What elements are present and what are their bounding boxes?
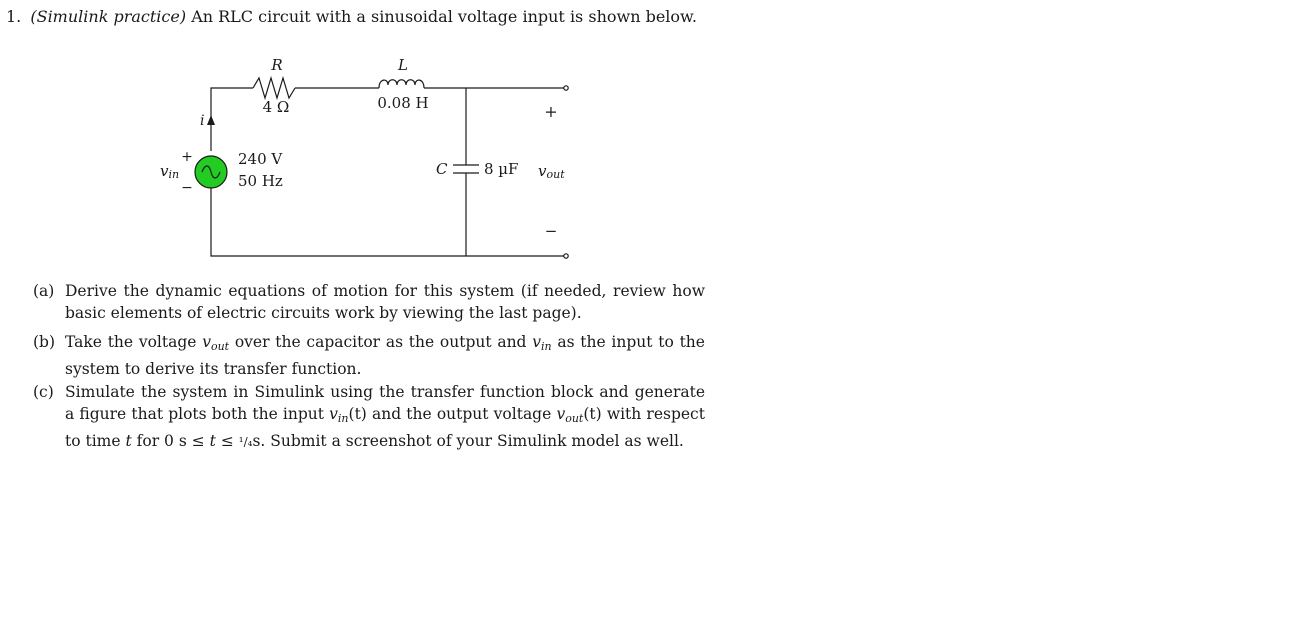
inductor-value: 0.08 H: [377, 94, 429, 112]
inductor-symbol: [379, 80, 424, 88]
wire-top-left: [211, 88, 253, 151]
vin-label: vin: [160, 162, 180, 181]
current-label: i: [200, 113, 205, 129]
output-terminal-bottom: [564, 254, 568, 258]
part-a-label: (a): [33, 282, 55, 300]
output-plus: +: [544, 102, 558, 121]
current-arrow-icon: [207, 115, 215, 125]
capacitor-value: 8 µF: [484, 160, 519, 178]
source-minus: −: [181, 180, 193, 196]
part-c: [33, 381, 705, 453]
part-b: [33, 331, 705, 380]
source-plus: +: [181, 149, 193, 165]
vout-label: vout: [538, 162, 565, 181]
resistor-symbol-label: R: [271, 56, 283, 74]
part-c-text: Simulate the system in Simulink using the transfer function block and generate a figure that plots both the input $v_{in}(t)$ and the output voltage $v_{out}(t)$ with respect to time t for 0 s ≤ t ≤ ¹/₄s. Submit a screenshot of your Simulink model as well.: [65, 383, 705, 450]
resistor-value: 4 Ω: [262, 98, 290, 116]
wire-bottom: [211, 187, 564, 256]
part-c-label: (c): [33, 383, 54, 401]
source-frequency: 50 Hz: [238, 172, 283, 190]
inductor-symbol-label: L: [398, 56, 408, 74]
resistor-symbol: [253, 78, 295, 98]
capacitor-symbol-label: C: [436, 160, 448, 178]
output-minus: −: [544, 222, 558, 240]
part-b-text: Take the voltage $v_{out}$ over the capacitor as the output and $v_{in}$ as the input to the system to derive its transfer function.: [65, 333, 705, 378]
problem-number: 1.: [6, 7, 22, 26]
problem-topic: (Simulink practice): [30, 7, 187, 26]
problem-statement: An RLC circuit with a sinusoidal voltage input is shown below.: [191, 7, 697, 26]
rlc-circuit-diagram: [0, 0, 700, 270]
part-a-text: Derive the dynamic equations of motion for this system (if needed, review how basic elements of electric circuits work by viewing the last page).: [65, 282, 705, 322]
output-terminal-top: [564, 86, 568, 90]
source-amplitude: 240 V: [238, 150, 283, 168]
part-b-label: (b): [33, 333, 56, 351]
part-a: [33, 280, 705, 324]
